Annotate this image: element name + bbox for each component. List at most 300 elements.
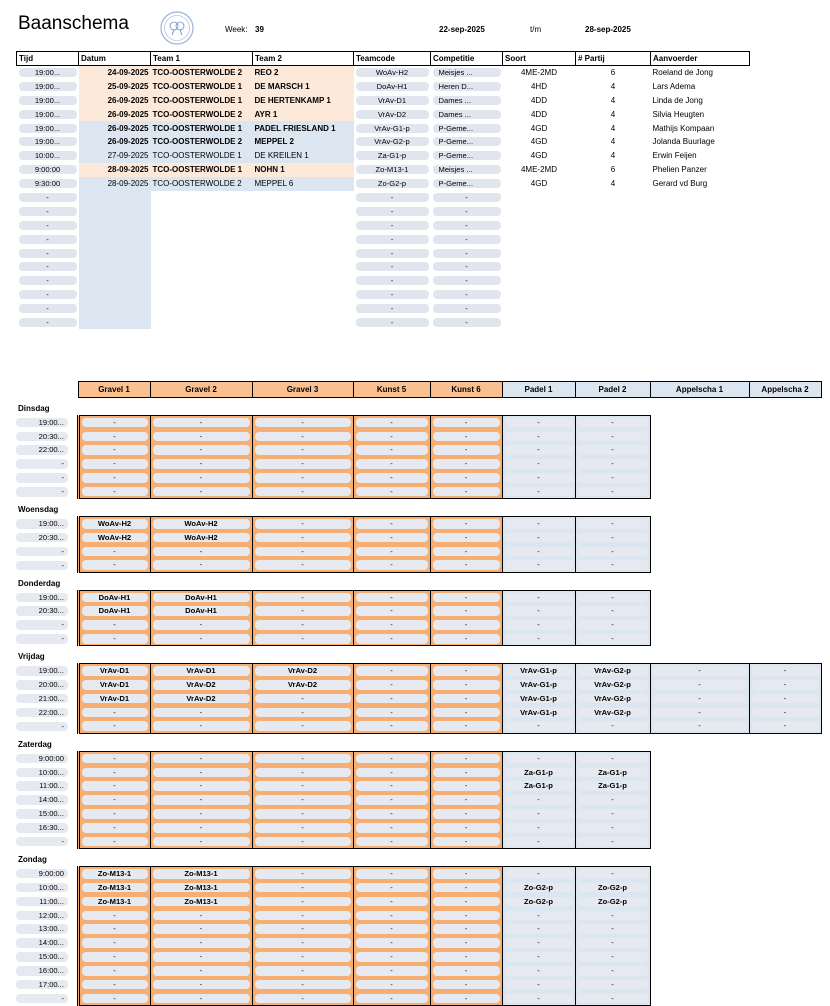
schedule-row[interactable]	[16, 517, 821, 531]
court-slot[interactable]	[575, 720, 650, 734]
court-slot[interactable]	[353, 881, 430, 895]
court-slot[interactable]	[650, 706, 749, 720]
court-slot[interactable]	[252, 751, 353, 765]
schedule-row[interactable]	[16, 590, 821, 604]
court-slot[interactable]	[353, 618, 430, 632]
court-slot[interactable]	[502, 545, 575, 559]
court-slot[interactable]	[502, 793, 575, 807]
court-slot[interactable]	[353, 485, 430, 499]
court-slot[interactable]	[430, 922, 502, 936]
court-slot[interactable]	[150, 692, 252, 706]
court-slot[interactable]	[252, 950, 353, 964]
court-slot[interactable]	[502, 632, 575, 646]
court-slot[interactable]	[252, 894, 353, 908]
court-slot[interactable]	[430, 779, 502, 793]
court-slot[interactable]	[502, 964, 575, 978]
court-slot[interactable]	[575, 692, 650, 706]
schedule-row[interactable]	[16, 457, 821, 471]
court-slot[interactable]	[575, 416, 650, 430]
court-slot[interactable]	[252, 720, 353, 734]
court-slot[interactable]	[430, 835, 502, 849]
court-slot[interactable]	[78, 618, 150, 632]
empty-match-row[interactable]	[17, 288, 750, 302]
court-slot[interactable]	[353, 894, 430, 908]
court-slot[interactable]	[78, 678, 150, 692]
court-slot[interactable]	[430, 443, 502, 457]
schedule-row[interactable]	[16, 545, 821, 559]
court-slot[interactable]	[150, 992, 252, 1006]
court-slot[interactable]	[78, 720, 150, 734]
court-slot[interactable]	[150, 457, 252, 471]
empty-match-row[interactable]	[17, 274, 750, 288]
schedule-row[interactable]	[16, 664, 821, 678]
court-slot[interactable]	[502, 922, 575, 936]
court-slot[interactable]	[575, 604, 650, 618]
court-slot[interactable]	[749, 664, 821, 678]
court-slot[interactable]	[575, 457, 650, 471]
court-slot[interactable]	[252, 779, 353, 793]
court-slot[interactable]	[430, 908, 502, 922]
court-slot[interactable]	[78, 751, 150, 765]
court-slot[interactable]	[150, 908, 252, 922]
court-slot[interactable]	[575, 618, 650, 632]
court-slot[interactable]	[252, 922, 353, 936]
court-slot[interactable]	[353, 632, 430, 646]
court-slot[interactable]	[353, 720, 430, 734]
court-slot[interactable]	[252, 545, 353, 559]
court-slot[interactable]	[575, 908, 650, 922]
court-slot[interactable]	[502, 881, 575, 895]
court-slot[interactable]	[502, 751, 575, 765]
court-slot[interactable]	[252, 793, 353, 807]
match-row[interactable]	[17, 163, 750, 177]
court-slot[interactable]	[78, 881, 150, 895]
empty-match-row[interactable]	[17, 218, 750, 232]
court-slot[interactable]	[575, 807, 650, 821]
court-slot[interactable]	[353, 978, 430, 992]
court-slot[interactable]	[430, 664, 502, 678]
court-slot[interactable]	[78, 545, 150, 559]
schedule-row[interactable]	[16, 978, 821, 992]
court-slot[interactable]	[78, 992, 150, 1006]
court-slot[interactable]	[353, 964, 430, 978]
court-slot[interactable]	[78, 517, 150, 531]
court-slot[interactable]	[78, 706, 150, 720]
court-slot[interactable]	[150, 471, 252, 485]
court-slot[interactable]	[502, 429, 575, 443]
court-slot[interactable]	[502, 894, 575, 908]
court-slot[interactable]	[150, 559, 252, 573]
court-slot[interactable]	[502, 779, 575, 793]
schedule-row[interactable]	[16, 908, 821, 922]
court-slot[interactable]	[575, 894, 650, 908]
schedule-row[interactable]	[16, 894, 821, 908]
court-slot[interactable]	[430, 531, 502, 545]
court-slot[interactable]	[252, 429, 353, 443]
schedule-row[interactable]	[16, 604, 821, 618]
court-slot[interactable]	[430, 978, 502, 992]
court-slot[interactable]	[575, 517, 650, 531]
court-slot[interactable]	[252, 632, 353, 646]
court-slot[interactable]	[252, 416, 353, 430]
court-slot[interactable]	[150, 867, 252, 881]
schedule-row[interactable]	[16, 443, 821, 457]
court-slot[interactable]	[502, 706, 575, 720]
court-slot[interactable]	[502, 416, 575, 430]
court-slot[interactable]	[78, 950, 150, 964]
court-slot[interactable]	[150, 604, 252, 618]
court-slot[interactable]	[150, 950, 252, 964]
court-slot[interactable]	[502, 618, 575, 632]
court-slot[interactable]	[252, 835, 353, 849]
schedule-row[interactable]	[16, 793, 821, 807]
court-slot[interactable]	[575, 751, 650, 765]
court-slot[interactable]	[78, 632, 150, 646]
court-slot[interactable]	[575, 545, 650, 559]
court-slot[interactable]	[430, 692, 502, 706]
court-slot[interactable]	[749, 706, 821, 720]
court-slot[interactable]	[78, 457, 150, 471]
court-slot[interactable]	[575, 632, 650, 646]
court-slot[interactable]	[430, 706, 502, 720]
court-slot[interactable]	[78, 978, 150, 992]
schedule-row[interactable]	[16, 559, 821, 573]
court-slot[interactable]	[575, 429, 650, 443]
court-slot[interactable]	[575, 706, 650, 720]
court-slot[interactable]	[150, 664, 252, 678]
schedule-row[interactable]	[16, 807, 821, 821]
schedule-row[interactable]	[16, 964, 821, 978]
court-slot[interactable]	[430, 881, 502, 895]
court-slot[interactable]	[78, 559, 150, 573]
court-slot[interactable]	[78, 894, 150, 908]
court-slot[interactable]	[252, 443, 353, 457]
schedule-row[interactable]	[16, 867, 821, 881]
court-slot[interactable]	[430, 618, 502, 632]
court-slot[interactable]	[353, 807, 430, 821]
empty-match-row[interactable]	[17, 302, 750, 316]
court-slot[interactable]	[150, 894, 252, 908]
court-slot[interactable]	[252, 992, 353, 1006]
match-row[interactable]	[17, 121, 750, 135]
court-slot[interactable]	[353, 765, 430, 779]
court-slot[interactable]	[575, 936, 650, 950]
court-slot[interactable]	[150, 922, 252, 936]
court-slot[interactable]	[78, 692, 150, 706]
court-slot[interactable]	[353, 471, 430, 485]
schedule-row[interactable]	[16, 531, 821, 545]
court-slot[interactable]	[353, 751, 430, 765]
empty-match-row[interactable]	[17, 246, 750, 260]
court-slot[interactable]	[575, 485, 650, 499]
court-slot[interactable]	[353, 936, 430, 950]
court-slot[interactable]	[502, 992, 575, 1006]
court-slot[interactable]	[353, 664, 430, 678]
court-slot[interactable]	[353, 950, 430, 964]
court-slot[interactable]	[502, 835, 575, 849]
schedule-row[interactable]	[16, 678, 821, 692]
court-slot[interactable]	[353, 604, 430, 618]
court-slot[interactable]	[78, 807, 150, 821]
court-slot[interactable]	[575, 992, 650, 1006]
court-slot[interactable]	[430, 429, 502, 443]
court-slot[interactable]	[78, 765, 150, 779]
court-slot[interactable]	[353, 706, 430, 720]
schedule-row[interactable]	[16, 751, 821, 765]
court-slot[interactable]	[252, 821, 353, 835]
court-slot[interactable]	[650, 678, 749, 692]
court-slot[interactable]	[150, 678, 252, 692]
empty-match-row[interactable]	[17, 191, 750, 205]
court-slot[interactable]	[502, 950, 575, 964]
court-slot[interactable]	[575, 765, 650, 779]
court-slot[interactable]	[150, 821, 252, 835]
schedule-row[interactable]	[16, 706, 821, 720]
schedule-row[interactable]	[16, 471, 821, 485]
court-slot[interactable]	[575, 950, 650, 964]
schedule-row[interactable]	[16, 779, 821, 793]
court-slot[interactable]	[502, 664, 575, 678]
court-slot[interactable]	[430, 894, 502, 908]
court-slot[interactable]	[749, 720, 821, 734]
court-slot[interactable]	[252, 517, 353, 531]
court-slot[interactable]	[430, 950, 502, 964]
schedule-row[interactable]	[16, 881, 821, 895]
court-slot[interactable]	[252, 471, 353, 485]
court-slot[interactable]	[150, 881, 252, 895]
court-slot[interactable]	[150, 632, 252, 646]
court-slot[interactable]	[252, 881, 353, 895]
court-slot[interactable]	[502, 807, 575, 821]
court-slot[interactable]	[575, 471, 650, 485]
court-slot[interactable]	[502, 443, 575, 457]
schedule-row[interactable]	[16, 692, 821, 706]
court-slot[interactable]	[353, 867, 430, 881]
court-slot[interactable]	[252, 590, 353, 604]
court-slot[interactable]	[502, 692, 575, 706]
court-slot[interactable]	[353, 922, 430, 936]
match-row[interactable]	[17, 135, 750, 149]
court-slot[interactable]	[78, 604, 150, 618]
court-slot[interactable]	[150, 765, 252, 779]
court-slot[interactable]	[430, 559, 502, 573]
court-slot[interactable]	[252, 485, 353, 499]
court-slot[interactable]	[252, 867, 353, 881]
court-slot[interactable]	[353, 531, 430, 545]
court-slot[interactable]	[430, 992, 502, 1006]
court-slot[interactable]	[150, 779, 252, 793]
court-slot[interactable]	[430, 485, 502, 499]
empty-match-row[interactable]	[17, 316, 750, 330]
court-slot[interactable]	[78, 779, 150, 793]
court-slot[interactable]	[78, 835, 150, 849]
court-slot[interactable]	[252, 692, 353, 706]
court-slot[interactable]	[150, 429, 252, 443]
court-slot[interactable]	[502, 471, 575, 485]
court-slot[interactable]	[252, 664, 353, 678]
court-slot[interactable]	[575, 964, 650, 978]
court-slot[interactable]	[575, 443, 650, 457]
court-slot[interactable]	[502, 936, 575, 950]
court-slot[interactable]	[430, 720, 502, 734]
court-slot[interactable]	[502, 908, 575, 922]
court-slot[interactable]	[575, 978, 650, 992]
court-slot[interactable]	[575, 590, 650, 604]
court-slot[interactable]	[502, 517, 575, 531]
court-slot[interactable]	[502, 604, 575, 618]
court-slot[interactable]	[575, 664, 650, 678]
court-slot[interactable]	[252, 678, 353, 692]
empty-match-row[interactable]	[17, 232, 750, 246]
court-slot[interactable]	[502, 590, 575, 604]
court-slot[interactable]	[353, 429, 430, 443]
court-slot[interactable]	[78, 793, 150, 807]
court-slot[interactable]	[252, 559, 353, 573]
court-slot[interactable]	[78, 443, 150, 457]
court-slot[interactable]	[430, 590, 502, 604]
court-slot[interactable]	[502, 485, 575, 499]
match-row[interactable]	[17, 177, 750, 191]
court-slot[interactable]	[78, 867, 150, 881]
court-slot[interactable]	[575, 559, 650, 573]
court-slot[interactable]	[353, 992, 430, 1006]
court-slot[interactable]	[150, 964, 252, 978]
court-slot[interactable]	[150, 751, 252, 765]
schedule-row[interactable]	[16, 922, 821, 936]
match-row[interactable]	[17, 149, 750, 163]
court-slot[interactable]	[150, 706, 252, 720]
court-slot[interactable]	[78, 922, 150, 936]
schedule-row[interactable]	[16, 936, 821, 950]
court-slot[interactable]	[502, 559, 575, 573]
court-slot[interactable]	[353, 678, 430, 692]
court-slot[interactable]	[502, 978, 575, 992]
schedule-row[interactable]	[16, 950, 821, 964]
court-slot[interactable]	[252, 457, 353, 471]
court-slot[interactable]	[78, 471, 150, 485]
court-slot[interactable]	[252, 936, 353, 950]
court-slot[interactable]	[150, 485, 252, 499]
court-slot[interactable]	[353, 793, 430, 807]
court-slot[interactable]	[150, 978, 252, 992]
court-slot[interactable]	[430, 936, 502, 950]
court-slot[interactable]	[430, 545, 502, 559]
court-slot[interactable]	[502, 720, 575, 734]
court-slot[interactable]	[575, 531, 650, 545]
court-slot[interactable]	[353, 517, 430, 531]
court-slot[interactable]	[575, 779, 650, 793]
court-slot[interactable]	[430, 751, 502, 765]
court-slot[interactable]	[150, 936, 252, 950]
court-slot[interactable]	[252, 604, 353, 618]
court-slot[interactable]	[78, 429, 150, 443]
court-slot[interactable]	[78, 531, 150, 545]
court-slot[interactable]	[252, 765, 353, 779]
court-slot[interactable]	[150, 793, 252, 807]
court-slot[interactable]	[353, 821, 430, 835]
court-slot[interactable]	[430, 793, 502, 807]
empty-match-row[interactable]	[17, 260, 750, 274]
court-slot[interactable]	[252, 964, 353, 978]
court-slot[interactable]	[650, 720, 749, 734]
empty-match-row[interactable]	[17, 204, 750, 218]
court-slot[interactable]	[749, 692, 821, 706]
court-slot[interactable]	[353, 416, 430, 430]
court-slot[interactable]	[430, 964, 502, 978]
court-slot[interactable]	[575, 867, 650, 881]
court-slot[interactable]	[502, 867, 575, 881]
court-slot[interactable]	[353, 545, 430, 559]
court-slot[interactable]	[252, 978, 353, 992]
court-slot[interactable]	[150, 618, 252, 632]
schedule-row[interactable]	[16, 618, 821, 632]
court-slot[interactable]	[78, 964, 150, 978]
court-slot[interactable]	[150, 416, 252, 430]
schedule-row[interactable]	[16, 835, 821, 849]
court-slot[interactable]	[575, 793, 650, 807]
schedule-row[interactable]	[16, 720, 821, 734]
match-row[interactable]	[17, 107, 750, 121]
court-slot[interactable]	[78, 485, 150, 499]
court-slot[interactable]	[575, 835, 650, 849]
court-slot[interactable]	[430, 867, 502, 881]
court-slot[interactable]	[502, 457, 575, 471]
court-slot[interactable]	[78, 416, 150, 430]
court-slot[interactable]	[430, 821, 502, 835]
court-slot[interactable]	[430, 517, 502, 531]
court-slot[interactable]	[430, 678, 502, 692]
court-slot[interactable]	[430, 632, 502, 646]
court-slot[interactable]	[78, 908, 150, 922]
schedule-row[interactable]	[16, 429, 821, 443]
court-slot[interactable]	[575, 821, 650, 835]
court-slot[interactable]	[650, 664, 749, 678]
court-slot[interactable]	[78, 821, 150, 835]
court-slot[interactable]	[430, 807, 502, 821]
court-slot[interactable]	[575, 678, 650, 692]
court-slot[interactable]	[150, 443, 252, 457]
schedule-row[interactable]	[16, 485, 821, 499]
court-slot[interactable]	[150, 517, 252, 531]
court-slot[interactable]	[430, 765, 502, 779]
schedule-row[interactable]	[16, 992, 821, 1006]
court-slot[interactable]	[502, 765, 575, 779]
court-slot[interactable]	[353, 779, 430, 793]
court-slot[interactable]	[430, 604, 502, 618]
schedule-row[interactable]	[16, 765, 821, 779]
court-slot[interactable]	[430, 471, 502, 485]
court-slot[interactable]	[252, 531, 353, 545]
court-slot[interactable]	[353, 457, 430, 471]
court-slot[interactable]	[502, 531, 575, 545]
court-slot[interactable]	[78, 590, 150, 604]
court-slot[interactable]	[353, 835, 430, 849]
court-slot[interactable]	[150, 835, 252, 849]
schedule-row[interactable]	[16, 632, 821, 646]
court-slot[interactable]	[353, 908, 430, 922]
court-slot[interactable]	[78, 664, 150, 678]
court-slot[interactable]	[150, 545, 252, 559]
schedule-row[interactable]	[16, 821, 821, 835]
schedule-row[interactable]	[16, 416, 821, 430]
court-slot[interactable]	[502, 821, 575, 835]
court-slot[interactable]	[150, 807, 252, 821]
match-row[interactable]	[17, 93, 750, 107]
court-slot[interactable]	[252, 618, 353, 632]
court-slot[interactable]	[252, 706, 353, 720]
match-row[interactable]	[17, 66, 750, 80]
court-slot[interactable]	[78, 936, 150, 950]
